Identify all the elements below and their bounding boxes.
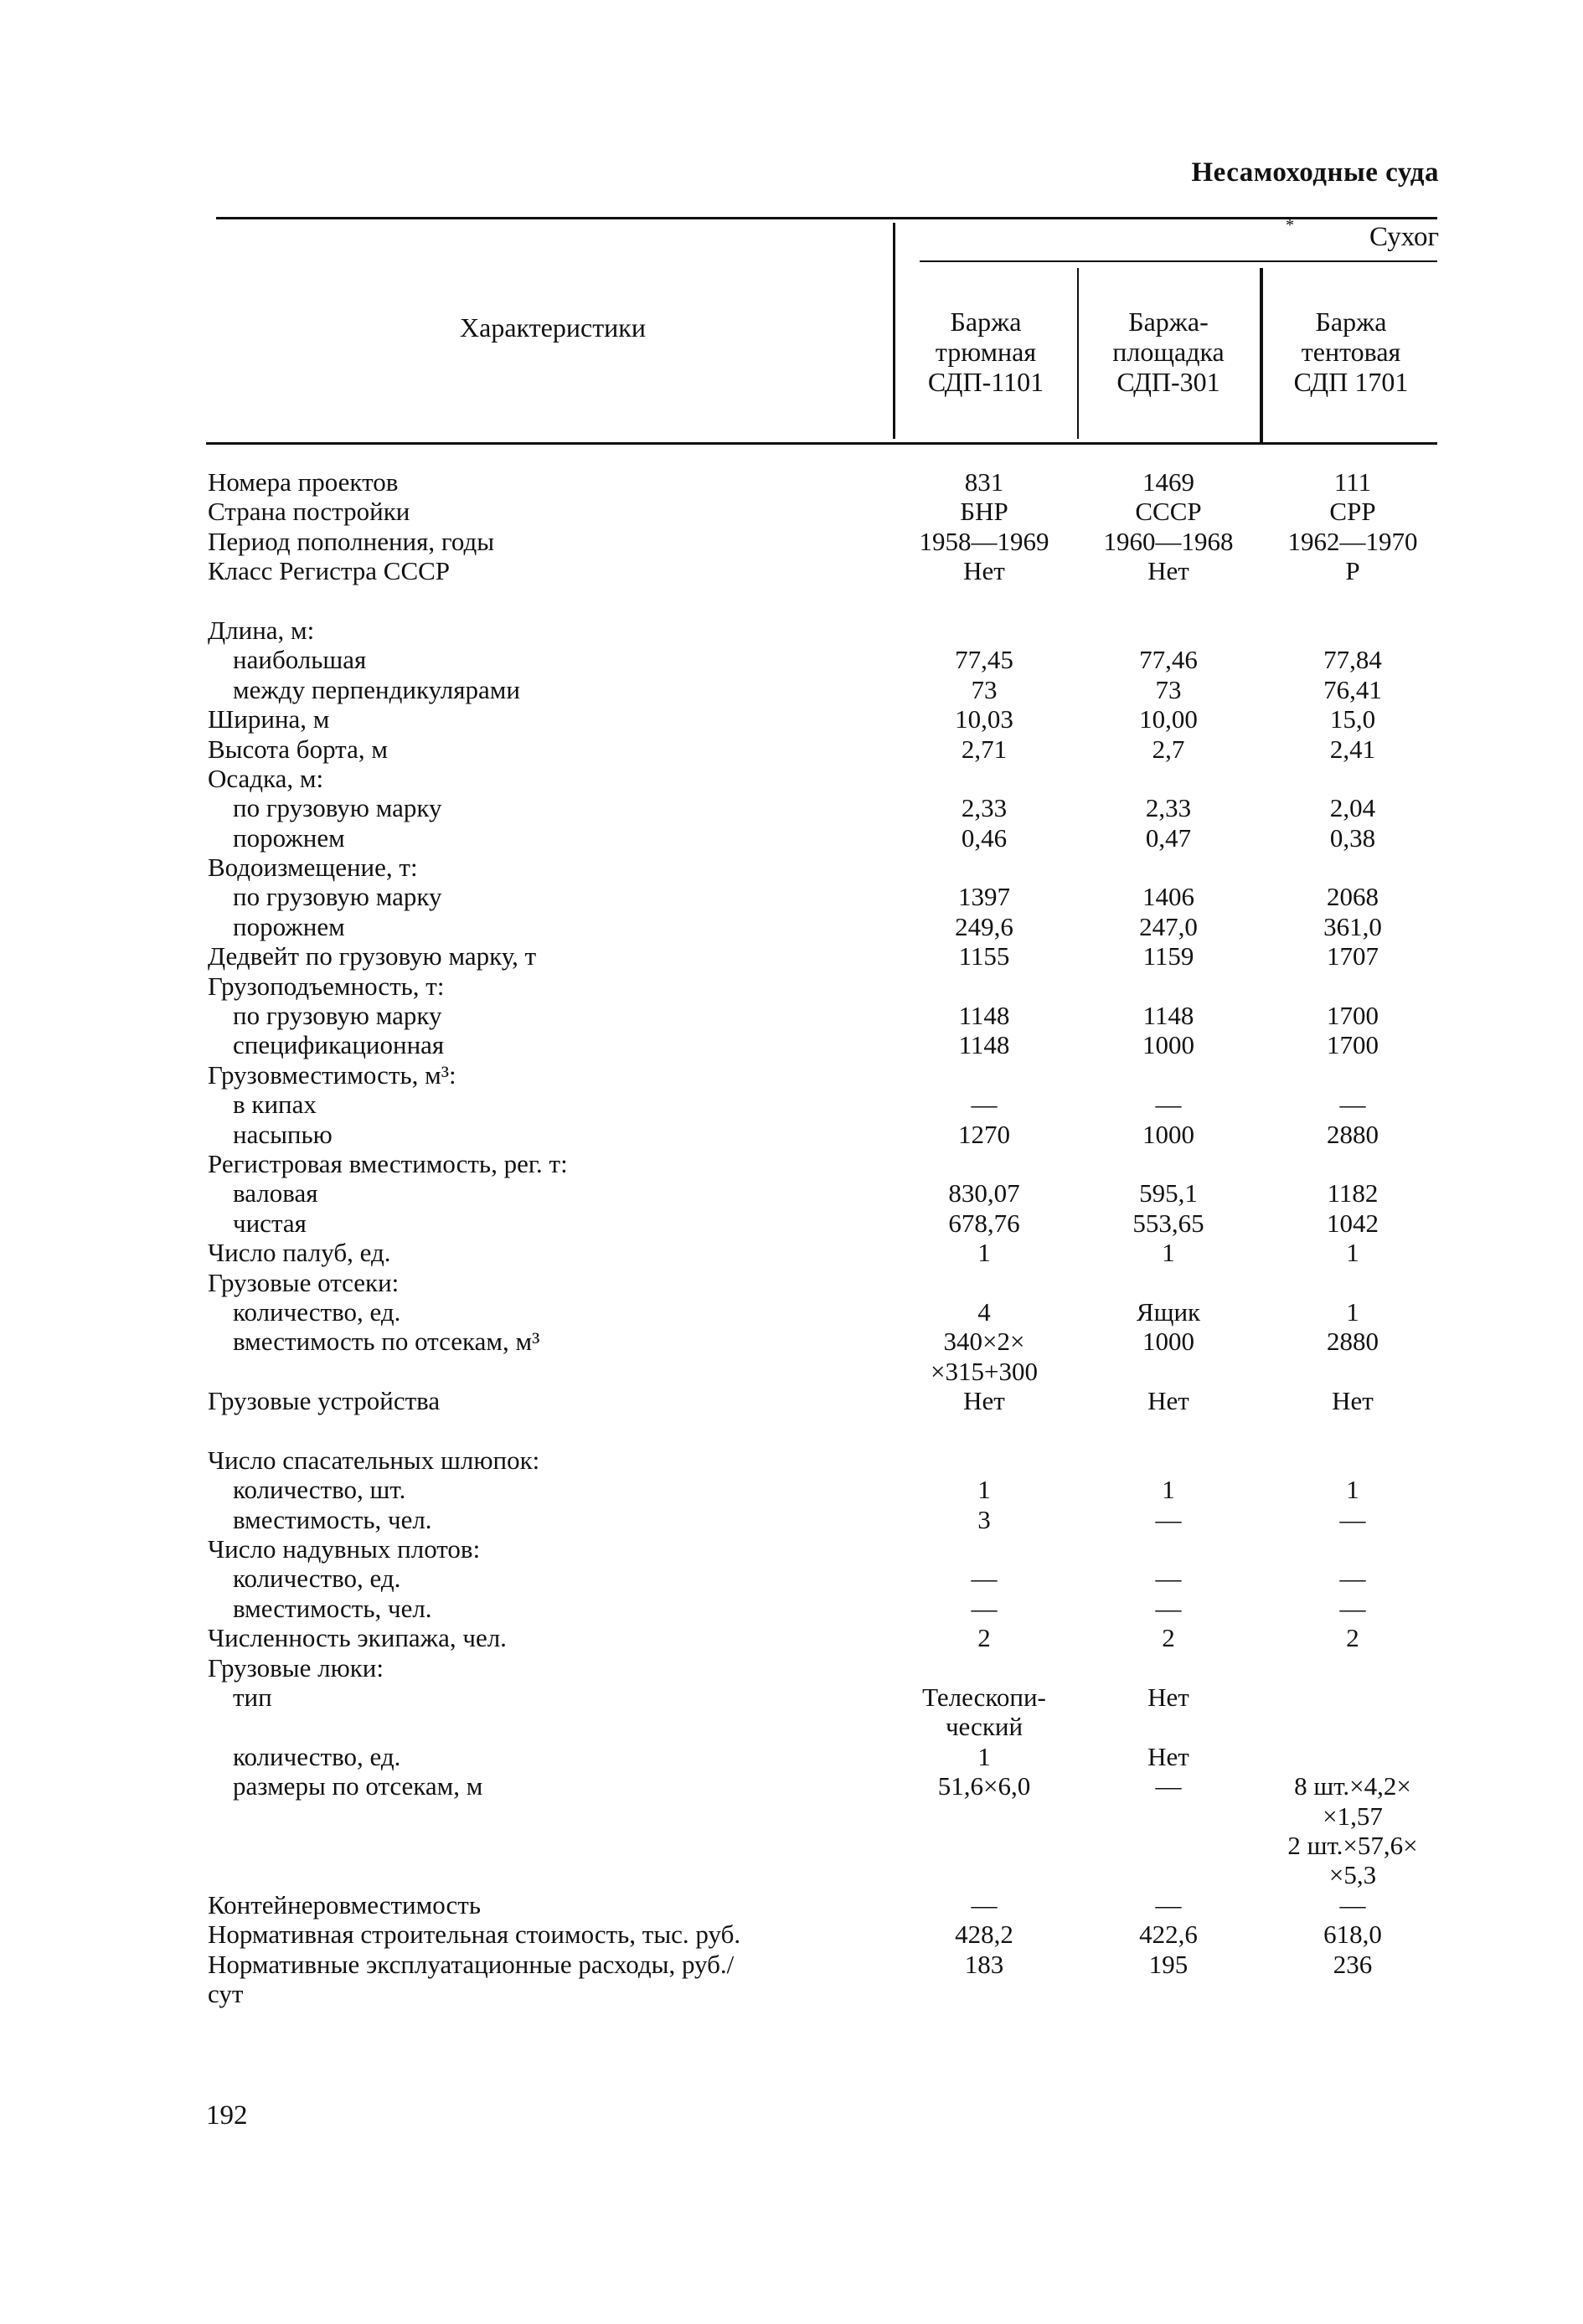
cell-value-col3: 1962—1970 xyxy=(1287,526,1418,556)
table-row xyxy=(0,645,1583,674)
cell-value-col2: 2,33 xyxy=(1145,793,1192,823)
table-row xyxy=(0,616,1583,645)
column-header-line: Баржа xyxy=(950,307,1022,337)
table-row xyxy=(0,1742,1583,1771)
row-label: по грузовую марку xyxy=(233,882,442,912)
table-row xyxy=(0,1505,1583,1534)
cell-value-col1: 831 xyxy=(964,467,1004,497)
cell-value-col1: 1958—1969 xyxy=(919,526,1049,556)
cell-value-col1: 340×2× xyxy=(943,1327,1025,1357)
group-rule xyxy=(920,260,1437,262)
cell-value-col2: 10,00 xyxy=(1139,704,1198,734)
row-label: Осадка, м: xyxy=(208,763,324,793)
column-header-1 xyxy=(898,307,1074,397)
cell-value-col1: 51,6×6,0 xyxy=(937,1771,1031,1801)
cell-value-col1: 73 xyxy=(971,674,998,704)
cell-value-col3: 1 xyxy=(1346,1475,1359,1505)
column-header-line: тентовая xyxy=(1301,337,1401,367)
cell-value-col3: 1042 xyxy=(1327,1208,1379,1238)
row-label: Контейнеровместимость xyxy=(208,1889,481,1919)
cell-value-col2: 73 xyxy=(1155,674,1182,704)
table-row xyxy=(0,1682,1583,1712)
row-label: Длина, м: xyxy=(208,615,315,645)
row-label: Страна постройки xyxy=(208,497,410,527)
section-title: Несамоходные суда xyxy=(1191,157,1439,188)
row-label: размеры по отсекам, м xyxy=(233,1771,483,1801)
cell-value-col2: — xyxy=(1155,1564,1182,1594)
row-label: Число надувных плотов: xyxy=(208,1534,481,1564)
table-top-rule xyxy=(216,217,1437,219)
table-row xyxy=(0,1475,1583,1504)
cell-value-col3: 2,04 xyxy=(1329,793,1376,823)
cell-value-col3: — xyxy=(1339,1889,1366,1919)
cell-value-col1: Телескопи- xyxy=(922,1682,1046,1713)
cell-value-col3: 77,84 xyxy=(1323,645,1382,675)
cell-value-col3: 618,0 xyxy=(1323,1919,1382,1950)
table-row xyxy=(0,1979,1583,2008)
table-row xyxy=(0,1831,1583,1860)
row-label: количество, ед. xyxy=(233,1564,401,1594)
row-label: Число палуб, ед. xyxy=(208,1238,391,1268)
cell-value-col1: 428,2 xyxy=(955,1919,1013,1950)
table-row xyxy=(0,734,1583,764)
row-label: тип xyxy=(233,1682,272,1713)
table-row xyxy=(0,1357,1583,1386)
table-row xyxy=(0,1327,1583,1356)
table-row xyxy=(0,1919,1583,1949)
cell-value-col1: Нет xyxy=(963,556,1005,586)
cell-value-col2: — xyxy=(1155,1889,1182,1919)
cell-value-col1: 1 xyxy=(977,1475,991,1505)
characteristics-header: Характеристики xyxy=(460,312,646,343)
cell-value-col2: 1 xyxy=(1162,1238,1175,1268)
table-row xyxy=(0,1297,1583,1327)
cell-value-col3: 2880 xyxy=(1327,1327,1379,1357)
table-row xyxy=(0,1890,1583,1919)
cell-value-col1: 2,33 xyxy=(961,793,1008,823)
table-row xyxy=(0,1712,1583,1741)
row-label: Грузовые люки: xyxy=(208,1652,384,1682)
cell-value-col2: 1960—1968 xyxy=(1103,526,1234,556)
row-label: спецификационная xyxy=(233,1030,445,1060)
row-label: между перпендикулярами xyxy=(233,674,520,704)
column-header-3 xyxy=(1263,307,1439,397)
cell-value-col1: 1155 xyxy=(958,941,1010,971)
row-spacer xyxy=(0,586,1583,616)
table-row xyxy=(0,1149,1583,1178)
cell-value-col2: Нет xyxy=(1147,1741,1189,1771)
cell-value-col3: 2 xyxy=(1346,1623,1359,1653)
row-label: Регистровая вместимость, рег. т: xyxy=(208,1148,568,1178)
table-row xyxy=(0,1771,1583,1801)
cell-value-col1: 77,45 xyxy=(955,645,1013,675)
cell-value-col2: 1148 xyxy=(1142,1001,1194,1031)
cell-value-col2: 2,7 xyxy=(1152,734,1185,764)
cell-value-col3: ×5,3 xyxy=(1328,1860,1377,1890)
cell-value-col1: ×315+300 xyxy=(931,1356,1038,1386)
column-header-line: СДП 1701 xyxy=(1293,367,1409,397)
row-label: Водоизмещение, т: xyxy=(208,853,418,883)
cell-value-col2: Нет xyxy=(1147,1386,1189,1416)
cell-value-col1: 678,76 xyxy=(948,1208,1020,1238)
table-row xyxy=(0,1030,1583,1059)
table-row xyxy=(0,1594,1583,1623)
table-row xyxy=(0,912,1583,941)
table-row xyxy=(0,1653,1583,1682)
table-body xyxy=(0,467,1583,2008)
cell-value-col3: 8 шт.×4,2× xyxy=(1294,1771,1411,1801)
table-row xyxy=(0,1623,1583,1652)
cell-value-col3: 2,41 xyxy=(1329,734,1376,764)
row-label: Грузовые отсеки: xyxy=(208,1267,400,1297)
cell-value-col2: 0,47 xyxy=(1145,822,1192,853)
column-header-2 xyxy=(1080,307,1256,397)
cell-value-col2: 1000 xyxy=(1142,1030,1194,1060)
cell-value-col3: 1 xyxy=(1346,1296,1359,1327)
table-row xyxy=(0,1386,1583,1415)
cell-value-col3: 76,41 xyxy=(1323,674,1382,704)
cell-value-col1: 3 xyxy=(977,1504,991,1534)
table-row xyxy=(0,941,1583,971)
table-row xyxy=(0,527,1583,556)
cell-value-col2: 247,0 xyxy=(1139,911,1198,941)
cell-value-col2: 1000 xyxy=(1142,1119,1194,1149)
cell-value-col3: 111 xyxy=(1333,467,1372,497)
cell-value-col3: — xyxy=(1339,1090,1366,1120)
table-row xyxy=(0,1238,1583,1267)
table-row xyxy=(0,1445,1583,1475)
cell-value-col2: 1469 xyxy=(1142,467,1194,497)
row-label: Дедвейт по грузовую марку, т xyxy=(208,941,537,971)
row-label: порожнем xyxy=(233,822,345,853)
cell-value-col3: 1 xyxy=(1346,1238,1359,1268)
table-row xyxy=(0,853,1583,882)
table-row xyxy=(0,971,1583,1001)
cell-value-col1: 249,6 xyxy=(955,911,1013,941)
table-row xyxy=(0,1178,1583,1208)
cell-value-col1: 10,03 xyxy=(955,704,1013,734)
cell-value-col3: 1707 xyxy=(1327,941,1379,971)
cell-value-col1: 2 xyxy=(977,1623,991,1653)
column-header-line: Баржа- xyxy=(1128,307,1209,337)
cell-value-col2: 553,65 xyxy=(1132,1208,1204,1238)
row-label: Численность экипажа, чел. xyxy=(208,1623,507,1653)
cell-value-col1: Нет xyxy=(963,1386,1005,1416)
table-row xyxy=(0,1120,1583,1149)
cell-value-col3: 236 xyxy=(1333,1949,1373,1979)
row-label: Нормативные эксплуатационные расходы, руб./ xyxy=(208,1949,735,1979)
cell-value-col2: 595,1 xyxy=(1139,1178,1198,1208)
cell-value-col1: — xyxy=(971,1090,998,1120)
cell-value-col3: 1700 xyxy=(1327,1030,1379,1060)
cell-value-col3: 1700 xyxy=(1327,1001,1379,1031)
table-row xyxy=(0,1001,1583,1030)
cell-value-col2: — xyxy=(1155,1090,1182,1120)
row-label: количество, шт. xyxy=(233,1475,406,1505)
header-bottom-rule xyxy=(206,442,1437,445)
table-row xyxy=(0,467,1583,497)
cell-value-col2: 422,6 xyxy=(1139,1919,1198,1950)
cell-value-col2: Нет xyxy=(1147,556,1189,586)
column-header-line: Баржа xyxy=(1315,307,1387,337)
row-label: Число спасательных шлюпок: xyxy=(208,1445,540,1475)
table-row xyxy=(0,1208,1583,1238)
table-row xyxy=(0,675,1583,704)
table-row xyxy=(0,1090,1583,1119)
cell-value-col1: 2,71 xyxy=(961,734,1008,764)
cell-value-col3: 15,0 xyxy=(1329,704,1376,734)
group-mark: * xyxy=(1286,216,1294,234)
row-label: в кипах xyxy=(233,1090,317,1120)
cell-value-col3: — xyxy=(1339,1564,1366,1594)
cell-value-col1: 1148 xyxy=(958,1001,1010,1031)
cell-value-col3: 2 шт.×57,6× xyxy=(1287,1830,1418,1860)
table-row xyxy=(0,1950,1583,1979)
cell-value-col1: 4 xyxy=(977,1296,991,1327)
table-row xyxy=(0,1060,1583,1090)
cell-value-col2: — xyxy=(1155,1504,1182,1534)
cell-value-col1: — xyxy=(971,1564,998,1594)
table-row xyxy=(0,1801,1583,1831)
cell-value-col2: 2 xyxy=(1162,1623,1175,1653)
row-label: Высота борта, м xyxy=(208,734,388,764)
row-label: вместимость по отсекам, м³ xyxy=(233,1327,540,1357)
table-row xyxy=(0,793,1583,822)
cell-value-col3: ×1,57 xyxy=(1323,1801,1383,1831)
cell-value-col2: 1159 xyxy=(1142,941,1194,971)
row-label: валовая xyxy=(233,1178,318,1208)
table-row xyxy=(0,1534,1583,1564)
row-label: наибольшая xyxy=(233,645,367,675)
row-label: насыпью xyxy=(233,1119,333,1149)
row-label: по грузовую марку xyxy=(233,1001,442,1031)
cell-value-col3: 1182 xyxy=(1327,1178,1379,1208)
group-header: Сухог xyxy=(1369,222,1439,252)
cell-value-col1: 0,46 xyxy=(961,822,1008,853)
row-label: Нормативная строительная стоимость, тыс. руб. xyxy=(208,1919,741,1950)
cell-value-col1: 1270 xyxy=(958,1119,1010,1149)
row-spacer xyxy=(0,1416,1583,1445)
cell-value-col3: Р xyxy=(1345,556,1360,586)
cell-value-col3: — xyxy=(1339,1504,1366,1534)
column-header-line: СДП-1101 xyxy=(927,367,1044,397)
cell-value-col2: 1406 xyxy=(1142,882,1194,912)
table-row xyxy=(0,704,1583,734)
column-header-line: СДП-301 xyxy=(1116,367,1220,397)
cell-value-col2: 1000 xyxy=(1142,1327,1194,1357)
table-row xyxy=(0,1564,1583,1593)
cell-value-col2: Ящик xyxy=(1136,1296,1201,1327)
page-number: 192 xyxy=(206,2100,248,2131)
cell-value-col1: 1 xyxy=(977,1741,991,1771)
cell-value-col2: 1 xyxy=(1162,1475,1175,1505)
row-label: сут xyxy=(208,1978,244,2008)
row-label: Класс Регистра СССР xyxy=(208,556,451,586)
cell-value-col3: 2880 xyxy=(1327,1119,1379,1149)
cell-value-col3: 2068 xyxy=(1327,882,1379,912)
column-header-line: площадка xyxy=(1112,337,1225,367)
row-label: количество, ед. xyxy=(233,1741,401,1771)
cell-value-col2: — xyxy=(1155,1593,1182,1623)
cell-value-col1: 1 xyxy=(977,1238,991,1268)
cell-value-col3: Нет xyxy=(1332,1386,1374,1416)
cell-value-col2: СССР xyxy=(1135,497,1202,527)
cell-value-col2: Нет xyxy=(1147,1682,1189,1713)
cell-value-col1: 1148 xyxy=(958,1030,1010,1060)
row-label: Номера проектов xyxy=(208,467,399,497)
table-row xyxy=(0,823,1583,853)
row-label: по грузовую марку xyxy=(233,793,442,823)
table-row xyxy=(0,1860,1583,1889)
cell-value-col3: СРР xyxy=(1329,497,1376,527)
row-label: порожнем xyxy=(233,911,345,941)
cell-value-col1: БНР xyxy=(960,497,1008,527)
row-label: вместимость, чел. xyxy=(233,1593,432,1623)
table-row xyxy=(0,764,1583,793)
table-row xyxy=(0,882,1583,911)
row-label: Ширина, м xyxy=(208,704,330,734)
cell-value-col1: — xyxy=(971,1889,998,1919)
row-label: количество, ед. xyxy=(233,1296,401,1327)
cell-value-col1: 830,07 xyxy=(948,1178,1020,1208)
cell-value-col3: — xyxy=(1339,1593,1366,1623)
cell-value-col2: 195 xyxy=(1148,1949,1189,1979)
cell-value-col3: 361,0 xyxy=(1323,911,1382,941)
column-divider-2 xyxy=(1077,268,1079,439)
row-label: чистая xyxy=(233,1208,307,1238)
cell-value-col1: ческий xyxy=(945,1712,1024,1742)
cell-value-col2: — xyxy=(1155,1771,1182,1801)
cell-value-col2: 77,46 xyxy=(1139,645,1198,675)
cell-value-col1: 1397 xyxy=(958,882,1010,912)
row-label: вместимость, чел. xyxy=(233,1504,432,1534)
row-label: Грузовые устройства xyxy=(208,1386,441,1416)
cell-value-col1: — xyxy=(971,1593,998,1623)
row-label: Период пополнения, годы xyxy=(208,526,495,556)
column-header-line: трюмная xyxy=(935,337,1037,367)
table-row xyxy=(0,556,1583,585)
cell-value-col3: 0,38 xyxy=(1329,822,1376,853)
table-row xyxy=(0,497,1583,526)
row-label: Грузоподъемность, т: xyxy=(208,971,445,1001)
cell-value-col1: 183 xyxy=(964,1949,1004,1979)
table-row xyxy=(0,1268,1583,1297)
row-label: Грузовместимость, м³: xyxy=(208,1059,456,1090)
